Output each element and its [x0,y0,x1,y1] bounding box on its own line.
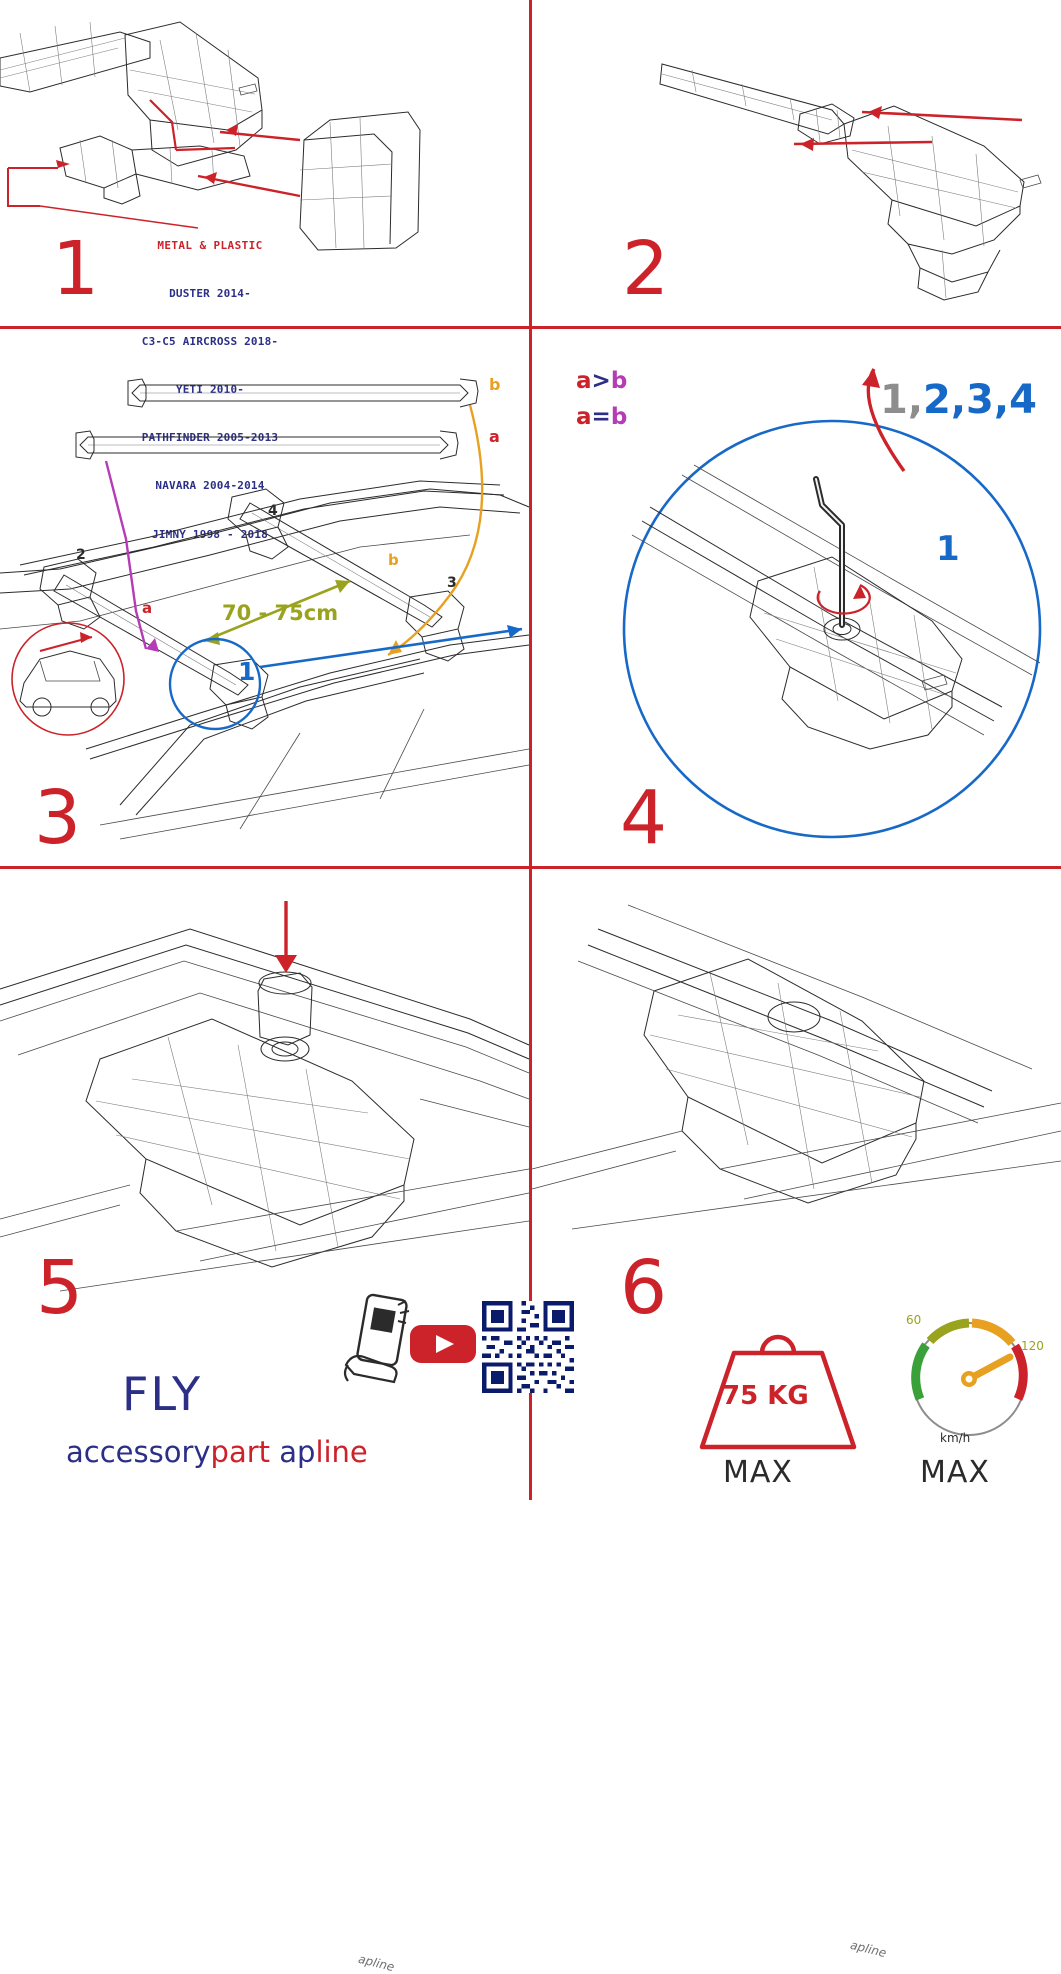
panel-step-4 [532,329,1061,866]
notice-title: METAL & PLASTIC [157,238,263,252]
phone-scan-icon[interactable] [336,1295,416,1391]
model-item: C3-C5 AIRCROSS 2018- [141,335,279,349]
panel-step-3 [0,329,529,866]
panel-step-1 [0,0,529,541]
step-number-5: 5 [36,1245,84,1331]
load-max-label: MAX [723,1455,793,1490]
compare-left: a [576,368,592,394]
mark-number-2: 2 [76,547,86,563]
label-b-top: b [489,375,501,394]
apline-emboss-step6: apline [848,1937,888,1961]
panel-step-5 [0,869,529,1974]
panel-step-6 [532,869,1061,1961]
model-item: NAVARA 2004-2014 [155,479,265,493]
compare-right: b [610,368,628,394]
step-2-illustration [532,0,1061,326]
step-number-6: 6 [620,1245,668,1331]
brand-fly: FLY [122,1367,203,1421]
sequence-text-blue: 2,3,4 [923,377,1037,423]
label-a-top: a [489,427,500,446]
model-item: PATHFINDER 2005-2013 [141,431,279,445]
speed-max-label: MAX [920,1455,990,1490]
gauge-label-max: 120 [1021,1339,1044,1353]
panel-step-2 [532,0,1061,326]
brand-ap: ap [279,1435,316,1469]
brand-part: part [210,1435,271,1469]
apline-emboss-step5: apline [356,1951,396,1974]
gauge-label-min: 60 [906,1313,922,1327]
step-number-2: 2 [622,226,670,312]
compare-right: b [610,404,628,430]
compare-op: > [591,368,611,394]
model-item: JIMNY 1998 - 2018 [152,527,268,541]
compare-op: = [591,404,611,430]
compare-left: a [576,404,592,430]
sequence-label [880,377,1037,423]
step-number-4: 4 [620,775,668,861]
step-number-3: 3 [34,775,82,861]
distance-label: 70 - 75cm [222,601,339,625]
mark-number-4: 4 [268,503,278,519]
sequence-text-grey: 1, [880,377,924,423]
load-value: 75 KG [722,1381,809,1411]
label-b-bar: b [388,551,399,569]
label-a-bar: a [142,599,153,617]
step-number-1: 1 [52,226,100,312]
brand-accessorypart-apline [66,1435,368,1469]
mark-number-3: 3 [447,575,457,591]
model-item: DUSTER 2014- [169,286,251,300]
youtube-icon[interactable] [408,1319,478,1369]
model-item: YETI 2010- [175,383,245,397]
brand-line: line [315,1435,368,1469]
speed-unit-label: km/h [940,1431,971,1445]
speed-gauge-icon [884,1307,1054,1447]
callout-number-1-step4: 1 [936,529,960,569]
callout-number-1: 1 [238,657,256,686]
brand-accessory: accessory [66,1435,211,1469]
